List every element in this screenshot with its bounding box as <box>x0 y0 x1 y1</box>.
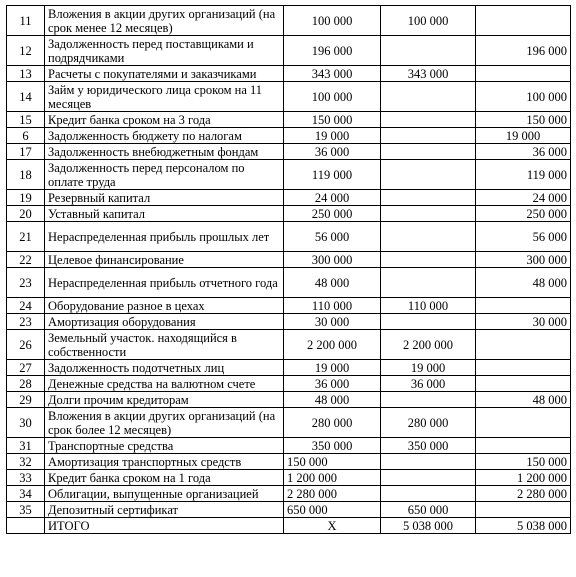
active-cell: 280 000 <box>381 408 476 438</box>
table-row <box>7 144 571 160</box>
description-cell: Нераспределенная прибыль отчетного года <box>45 268 284 298</box>
description-cell: Задолженность подотчетных лиц <box>45 360 284 376</box>
active-cell: 19 000 <box>381 360 476 376</box>
table-row <box>7 112 571 128</box>
active-cell <box>381 82 476 112</box>
active-cell <box>381 486 476 502</box>
row-number-cell: 21 <box>7 222 45 252</box>
description-cell: Транспортные средства <box>45 438 284 454</box>
description-cell: Облигации, выпущенные организацией <box>45 486 284 502</box>
active-cell <box>381 314 476 330</box>
row-number-cell: 6 <box>7 128 45 144</box>
row-number-cell: 23 <box>7 314 45 330</box>
description-cell: Денежные средства на валютном счете <box>45 376 284 392</box>
passive-cell <box>476 438 571 454</box>
table-row <box>7 360 571 376</box>
table-row <box>7 160 571 190</box>
description-cell: Амортизация транспортных средств <box>45 454 284 470</box>
passive-cell: 119 000 <box>476 160 571 190</box>
table-row <box>7 408 571 438</box>
active-cell <box>381 160 476 190</box>
passive-cell <box>476 66 571 82</box>
row-number-cell: 12 <box>7 36 45 66</box>
table-row <box>7 206 571 222</box>
amount-cell: 36 000 <box>284 144 381 160</box>
active-cell <box>381 454 476 470</box>
amount-cell: 19 000 <box>284 128 381 144</box>
amount-cell: 2 280 000 <box>284 486 381 502</box>
active-cell: 650 000 <box>381 502 476 518</box>
table-row <box>7 6 571 36</box>
active-cell: 2 200 000 <box>381 330 476 360</box>
table-row <box>7 438 571 454</box>
passive-cell: 1 200 000 <box>476 470 571 486</box>
passive-cell: 30 000 <box>476 314 571 330</box>
table-row <box>7 486 571 502</box>
description-cell: Расчеты с покупателями и заказчиками <box>45 66 284 82</box>
ledger-table <box>6 5 571 534</box>
row-number-cell: 23 <box>7 268 45 298</box>
active-cell <box>381 206 476 222</box>
passive-cell: 300 000 <box>476 252 571 268</box>
table-row <box>7 314 571 330</box>
passive-cell <box>476 6 571 36</box>
row-number-cell: 13 <box>7 66 45 82</box>
row-number-cell: 33 <box>7 470 45 486</box>
table-row <box>7 470 571 486</box>
amount-cell: 36 000 <box>284 376 381 392</box>
description-cell: Оборудование разное в цехах <box>45 298 284 314</box>
row-number-cell: 30 <box>7 408 45 438</box>
ledger-body <box>7 6 571 534</box>
passive-cell <box>476 360 571 376</box>
passive-cell: 24 000 <box>476 190 571 206</box>
description-cell: Вложения в акции других организаций (на срок более 12 месяцев) <box>45 408 284 438</box>
active-cell: 5 038 000 <box>381 518 476 534</box>
description-cell: Займ у юридического лица сроком на 11 месяцев <box>45 82 284 112</box>
active-cell <box>381 222 476 252</box>
description-cell: Целевое финансирование <box>45 252 284 268</box>
passive-cell: 250 000 <box>476 206 571 222</box>
amount-cell: 150 000 <box>284 112 381 128</box>
amount-cell: 48 000 <box>284 268 381 298</box>
row-number-cell: 34 <box>7 486 45 502</box>
description-cell: ИТОГО <box>45 518 284 534</box>
table-row <box>7 82 571 112</box>
passive-cell: 100 000 <box>476 82 571 112</box>
amount-cell: 56 000 <box>284 222 381 252</box>
row-number-cell: 26 <box>7 330 45 360</box>
amount-cell: 2 200 000 <box>284 330 381 360</box>
row-number-cell: 31 <box>7 438 45 454</box>
amount-cell: 48 000 <box>284 392 381 408</box>
amount-cell: 19 000 <box>284 360 381 376</box>
active-cell <box>381 268 476 298</box>
table-row <box>7 268 571 298</box>
active-cell <box>381 252 476 268</box>
active-cell <box>381 112 476 128</box>
description-cell: Амортизация оборудования <box>45 314 284 330</box>
table-row <box>7 128 571 144</box>
active-cell <box>381 392 476 408</box>
description-cell: Задолженность внебюджетным фондам <box>45 144 284 160</box>
passive-cell: 48 000 <box>476 392 571 408</box>
amount-cell: 119 000 <box>284 160 381 190</box>
active-cell <box>381 36 476 66</box>
amount-cell: 24 000 <box>284 190 381 206</box>
row-number-cell: 35 <box>7 502 45 518</box>
amount-cell: 100 000 <box>284 82 381 112</box>
row-number-cell: 24 <box>7 298 45 314</box>
passive-cell: 56 000 <box>476 222 571 252</box>
table-row <box>7 252 571 268</box>
row-number-cell: 22 <box>7 252 45 268</box>
row-number-cell <box>7 518 45 534</box>
description-cell: Задолженность перед персоналом по оплате труда <box>45 160 284 190</box>
amount-cell: 196 000 <box>284 36 381 66</box>
passive-cell: 36 000 <box>476 144 571 160</box>
row-number-cell: 11 <box>7 6 45 36</box>
passive-cell: 48 000 <box>476 268 571 298</box>
table-row <box>7 502 571 518</box>
passive-cell <box>476 408 571 438</box>
description-cell: Вложения в акции других организаций (на срок менее 12 месяцев) <box>45 6 284 36</box>
passive-cell: 2 280 000 <box>476 486 571 502</box>
passive-cell: 5 038 000 <box>476 518 571 534</box>
active-cell: 343 000 <box>381 66 476 82</box>
row-number-cell: 28 <box>7 376 45 392</box>
active-cell: 36 000 <box>381 376 476 392</box>
amount-cell: 110 000 <box>284 298 381 314</box>
description-cell: Задолженность бюджету по налогам <box>45 128 284 144</box>
amount-cell: 150 000 <box>284 454 381 470</box>
table-row <box>7 454 571 470</box>
row-number-cell: 15 <box>7 112 45 128</box>
total-row <box>7 518 571 534</box>
table-row <box>7 298 571 314</box>
amount-cell: 1 200 000 <box>284 470 381 486</box>
description-cell: Земельный участок. находящийся в собственности <box>45 330 284 360</box>
description-cell: Кредит банка сроком на 1 года <box>45 470 284 486</box>
row-number-cell: 14 <box>7 82 45 112</box>
row-number-cell: 19 <box>7 190 45 206</box>
row-number-cell: 32 <box>7 454 45 470</box>
row-number-cell: 17 <box>7 144 45 160</box>
active-cell <box>381 190 476 206</box>
table-row <box>7 330 571 360</box>
amount-cell: 250 000 <box>284 206 381 222</box>
row-number-cell: 18 <box>7 160 45 190</box>
amount-cell: 30 000 <box>284 314 381 330</box>
description-cell: Кредит банка сроком на 3 года <box>45 112 284 128</box>
row-number-cell: 29 <box>7 392 45 408</box>
table-row <box>7 36 571 66</box>
description-cell: Задолженность перед поставщиками и подрядчиками <box>45 36 284 66</box>
description-cell: Депозитный сертификат <box>45 502 284 518</box>
table-row <box>7 392 571 408</box>
description-cell: Долги прочим кредиторам <box>45 392 284 408</box>
table-row <box>7 222 571 252</box>
passive-cell: 150 000 <box>476 454 571 470</box>
passive-cell <box>476 298 571 314</box>
active-cell: 100 000 <box>381 6 476 36</box>
table-row <box>7 190 571 206</box>
description-cell: Резервный капитал <box>45 190 284 206</box>
row-number-cell: 20 <box>7 206 45 222</box>
active-cell <box>381 144 476 160</box>
amount-cell: 350 000 <box>284 438 381 454</box>
active-cell: 350 000 <box>381 438 476 454</box>
active-cell <box>381 470 476 486</box>
passive-cell: 150 000 <box>476 112 571 128</box>
active-cell <box>381 128 476 144</box>
amount-cell: 300 000 <box>284 252 381 268</box>
passive-cell <box>476 330 571 360</box>
passive-cell: 19 000 <box>476 128 571 144</box>
row-number-cell: 27 <box>7 360 45 376</box>
amount-cell: 100 000 <box>284 6 381 36</box>
table-row <box>7 66 571 82</box>
passive-cell: 196 000 <box>476 36 571 66</box>
table-row <box>7 376 571 392</box>
active-cell: 110 000 <box>381 298 476 314</box>
description-cell: Нераспределенная прибыль прошлых лет <box>45 222 284 252</box>
amount-cell: Х <box>284 518 381 534</box>
amount-cell: 280 000 <box>284 408 381 438</box>
passive-cell <box>476 502 571 518</box>
description-cell: Уставный капитал <box>45 206 284 222</box>
amount-cell: 343 000 <box>284 66 381 82</box>
amount-cell: 650 000 <box>284 502 381 518</box>
passive-cell <box>476 376 571 392</box>
